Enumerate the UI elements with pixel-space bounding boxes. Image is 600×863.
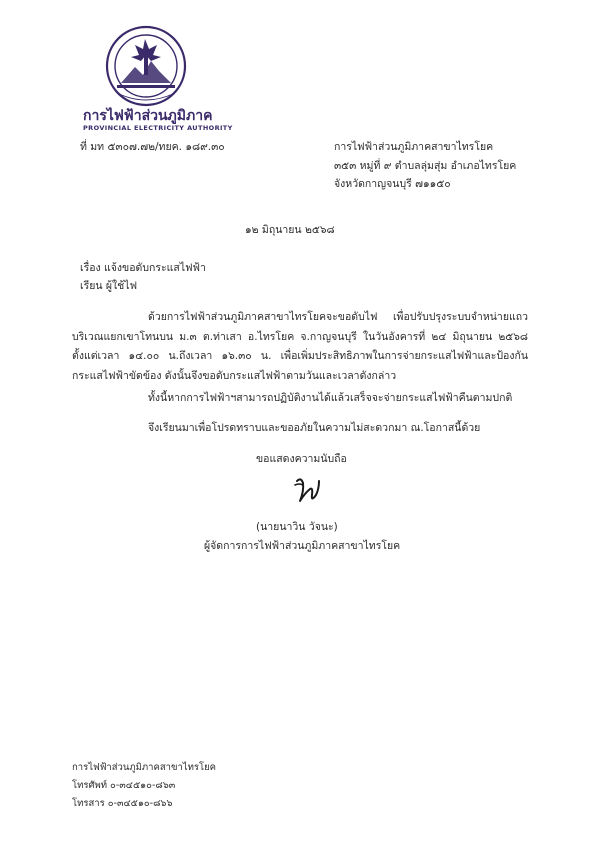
body-paragraph-1: ด้วยการไฟฟ้าส่วนภูมิภาคสาขาไทรโยคจะขอดับไฟ เพื่อปรับปรุงระบบจำหน่ายแถวบริเวณแยกเขาโทนบน ม.๓ ต.ท่าเสา อ.ไทรโยค จ.กาญจนบุรี ในวันอังคารที่ ๒๔ มิถุนายน ๒๕๖๘ ตั้งแต่เวลา ๑๔.๐๐ น.ถึงเวลา ๑๖.๓๐ น. เพื่อเพิ่มประสิทธิภาพในการจ่ายกระแสไฟฟ้าและป้องกันกระแสไฟฟ้าขัดข้อง ดังนั้นจึงขอดับกระแสไฟฟ้าตามวันและเวลาดังกล่าว: [72, 311, 528, 382]
signatory-position: ผู้จัดการการไฟฟ้าส่วนภูมิภาคสาขาไทรโยค: [204, 540, 401, 552]
org-name-en: PROVINCIAL ELECTRICITY AUTHORITY: [83, 124, 233, 132]
letter-date: ๑๒ มิถุนายน ๒๕๖๘: [245, 224, 335, 236]
body-paragraph-3: จึงเรียนมาเพื่อโปรดทราบและขออภัยในความไม่สะดวกมา ณ.โอกาสนี้ด้วย: [148, 422, 481, 434]
reference-number: ที่ มท ๕๓๐๗.๗๒/ทยค. ๑๘๙.๓๐: [80, 141, 225, 153]
footer-phone: โทรศัพท์ ๐-๓๔๕๑๐-๘๖๓: [72, 780, 176, 791]
recipient-line: เรียน ผู้ใช้ไฟ: [80, 280, 138, 292]
org-name-th: การไฟฟ้าส่วนภูมิภาค: [83, 108, 213, 124]
sender-address-line-3: จังหวัดกาญจนบุรี ๗๑๑๕๐: [334, 178, 451, 190]
signatory-name: (นายนาวิน วัจนะ): [256, 521, 338, 533]
subject-line: เรื่อง แจ้งขอดับกระแสไฟฟ้า: [80, 262, 206, 274]
closing-phrase: ขอแสดงความนับถือ: [256, 453, 347, 465]
footer-fax: โทรสาร ๐-๓๔๕๑๐-๘๖๖: [72, 798, 173, 809]
pea-emblem-icon: [105, 25, 187, 107]
sender-address-line-2: ๓๕๓ หมู่ที่ ๙ ตำบลลุ่มสุ่ม อำเภอไทรโยค: [334, 160, 517, 172]
body-paragraph-2: ทั้งนี้หากการไฟฟ้าฯสามารถปฏิบัติงานได้แล้วเสร็จจะจ่ายกระแสไฟฟ้าคืนตามปกติ: [148, 392, 513, 404]
handwritten-signature-icon: [291, 475, 329, 507]
footer-office: การไฟฟ้าส่วนภูมิภาคสาขาไทรโยค: [72, 762, 216, 773]
sender-address-line-1: การไฟฟ้าส่วนภูมิภาคสาขาไทรโยค: [334, 141, 494, 153]
